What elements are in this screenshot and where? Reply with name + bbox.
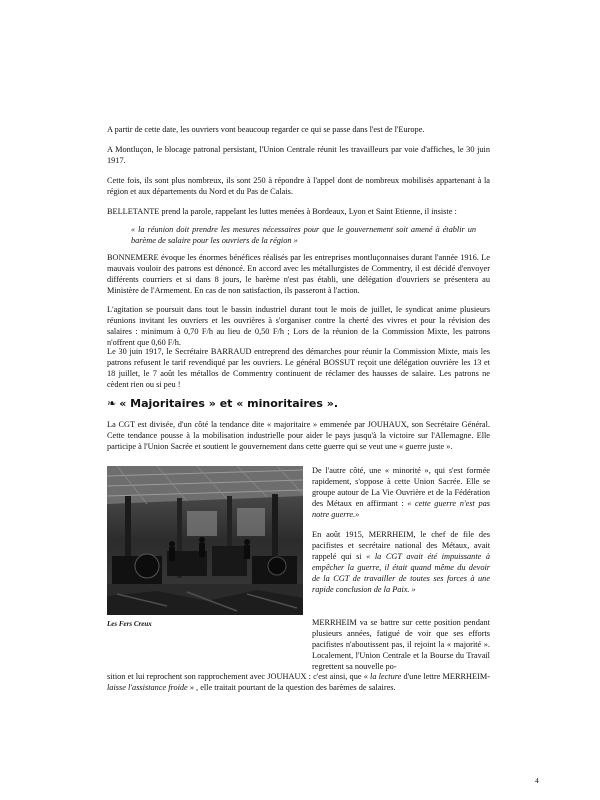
photo-caption: Les Fers Creux xyxy=(107,620,152,628)
right-column-paragraph-1 xyxy=(312,466,490,521)
tail-part-2: d'une lettre MERRHEIM- xyxy=(401,672,490,681)
factory-photo-image xyxy=(107,466,303,615)
paragraph-1: A partir de cette date, les ouvriers vont beaucoup regarder ce qui se passe dans l'est de l'Europe. xyxy=(107,125,425,134)
paragraph-4: BELLETANTE prend la parole, rappelant les luttes menées à Bordeaux, Lyon et Saint Etienne, il insiste : xyxy=(107,207,457,216)
page-number: 4 xyxy=(535,776,539,785)
paragraph-7: Le 30 juin 1917, le Secrétaire BARRAUD entreprend des démarches pour réunir la Commission Mixte, mais les patrons refusent le tarif revendiqué par les ouvriers. Le général BOSSUT reçoit une délégation ouvrière les 13 et 18 juillet, le 7 août les métallos de Commentry continuent de réclamer des hausses de salaire. Les patrons ne cèdent rien ou si peu ! xyxy=(107,347,490,389)
paragraph-5: BONNEMERE évoque les énormes bénéfices réalisés par les entreprises montluçonnaises durant l'année 1916. Le mauvais vouloir des patrons est dénoncé. En accord avec les métallurgistes de Commentry, il est décidé d'envoyer différents courriers et si dans 8 jours, le barème n'est pas établi, une délégation d'ouvriers se présentera au Ministère de l'Armement. En cas de non satisfaction, ils passeront à l'action. xyxy=(107,253,490,295)
section-heading xyxy=(107,397,490,410)
right-col-p2-quote: « la CGT avait été impuissante à empêcher la guerre, il était quand même du devoir de la CGT de travailler de toutes ses forces à une rapide conclusion de la Paix. » xyxy=(312,551,490,594)
right-col-p1-text: De l'autre côté, une « minorité », qui s'est formée rapidement, s'oppose à cette Union Sacrée. Elle se groupe autour de La Vie Ouvrière et de la Fédération des Métaux en affirmant : xyxy=(312,466,490,508)
paragraph-tail xyxy=(107,672,490,694)
tail-italic-1: la lecture xyxy=(370,672,402,681)
paragraph-6: L'agitation se poursuit dans tout le bassin industriel durant tout le mois de juillet, le syndicat anime plusieurs réunions invitant les ouvriers et les ouvrières à s'organiser contre la cherté des vivres et pour la révision des salaires : minimum à 0,70 F/h au lieu de 0,50 F/h ; Lors de la réunion de la Commission Mixte, les patrons n'offrent que 0,60 F/h. xyxy=(107,305,490,347)
paragraph-3: Cette fois, ils sont plus nombreux, ils sont 250 à répondre à l'appel dont de nombreux mobilisés appartenant à la région et aux départements du Nord et du Pas de Calais. xyxy=(107,176,490,196)
section-heading-text: « Majoritaires » et « minoritaires ». xyxy=(119,397,338,410)
right-col-p1-quote: « cette guerre n'est pas notre guerre.» xyxy=(312,498,490,519)
right-column-paragraph-2 xyxy=(312,530,490,595)
tail-part-1: sition et lui reprochent son rapprochement avec JOUHAUX : c'est ainsi, que « xyxy=(107,672,371,681)
quote-1: « la réunion doit prendre les mesures nécessaires pour que le gouvernement soit amené à établir un barème de salaire pour les ouvriers de la région » xyxy=(131,225,476,245)
right-col-p2-text: En août 1915, MERRHEIM, le chef de file des pacifistes et secrétaire national des Métaux, avait rappelé qui si xyxy=(312,530,490,561)
factory-photo xyxy=(107,466,303,615)
paragraph-8: La CGT est divisée, d'un côté la tendance dite « majoritaire » emmenée par JOUHAUX, son Secrétaire Général. Cette tendance pousse à la mobilisation industrielle pour aider le pays jusqu'à la victoire sur l'Allemagne. Elle participe à l'Union Sacrée et soutient le gouvernement dans cette guerre qui se veut une « guerre juste ». xyxy=(107,420,490,451)
tail-italic-2: laisse l'assistance froide xyxy=(107,682,188,692)
tail-part-3: » , elle traitait pourtant de la question des barèmes de salaires. xyxy=(187,682,396,692)
paragraph-2: A Montluçon, le blocage patronal persistant, l'Union Centrale réunit les travailleurs par voie d'affiches, le 30 juin 1917. xyxy=(107,145,490,165)
right-column-paragraph-3: MERRHEIM va se battre sur cette position pendant plusieurs années, fatigué de voir que ses efforts pacifistes n'aboutissent pas, il rejoint la « majorité ». Localement, l'Union Centrale et la Bourse du Travail regrettent sa nouvelle po- xyxy=(312,618,490,671)
section-heading-bullet: ❧ xyxy=(107,397,117,410)
